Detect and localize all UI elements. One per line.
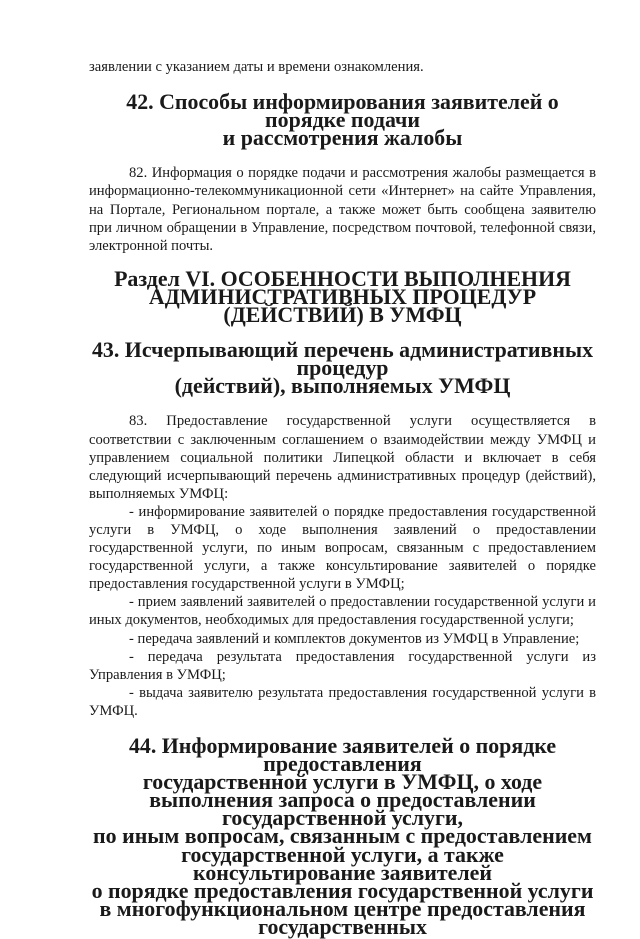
heading-line: (ДЕЙСТВИЙ) В УМФЦ — [223, 302, 462, 328]
section-44-heading — [89, 733, 596, 939]
paragraph-83: 83. Предоставление государственной услуги осуществляется в соответствии с заключенным соглашением о взаимодействии между УМФЦ и управлением социальной политики Липецкой области и включает в себя следующий исчерпывающий перечень административных процедур (действий), выполняемых УМФЦ: — [89, 413, 596, 502]
heading-line: (действий), выполняемых УМФЦ — [174, 373, 511, 399]
list-item: - выдача заявителю результата предоставления государственной услуги в УМФЦ. — [89, 684, 596, 719]
heading-line: в многофункциональном центре предоставления государственных — [99, 895, 586, 939]
section-42-heading — [89, 89, 596, 151]
heading-line: о порядке предоставления государственной услуги — [91, 877, 594, 903]
document-page — [89, 58, 596, 939]
heading-line: и рассмотрения жалобы — [222, 125, 463, 151]
section-43-heading — [89, 337, 596, 399]
heading-line: Раздел VI. ОСОБЕННОСТИ ВЫПОЛНЕНИЯ — [114, 265, 571, 291]
list-item: - передача результата предоставления государственной услуги из Управления в УМФЦ; — [89, 648, 596, 683]
heading-line: 42. Способы информирования заявителей о порядке подачи — [126, 89, 559, 133]
heading-line: выполнения запроса о предоставлении государственной услуги, — [149, 787, 536, 831]
list-item: - прием заявлений заявителей о предоставлении государственной услуги и иных документов, необходимых для предоставления государственной услуги; — [89, 594, 596, 629]
heading-line: по иным вопросам, связанным с предоставлением — [93, 823, 592, 849]
heading-line: государственной услуги, а также консультирование заявителей — [181, 841, 504, 885]
heading-line: 43. Исчерпывающий перечень административных процедур — [91, 337, 594, 381]
list-item: - передача заявлений и комплектов документов из УМФЦ в Управление; — [129, 630, 580, 647]
heading-line: АДМИНИСТРАТИВНЫХ ПРОЦЕДУР — [148, 283, 537, 309]
heading-line: государственной услуги в УМФЦ, о ходе — [142, 769, 543, 795]
paragraph-82: 82. Информация о порядке подачи и рассмотрения жалобы размещается в информационно-телекоммуникационной сети «Интернет» на сайте Управления, на Портале, Региональном портале, а также может быть сообщена заявителю при личном обращении в Управление, посредством почтовой, телефонной связи, электронной почты. — [89, 165, 596, 254]
section-vi-heading — [89, 265, 596, 328]
heading-line: 44. Информирование заявителей о порядке предоставления — [128, 733, 557, 777]
lead-line: заявлении с указанием даты и времени ознакомления. — [89, 59, 424, 75]
list-item: - информирование заявителей о порядке предоставления государственной услуги в УМФЦ, о ходе выполнения заявлений о предоставлении государственной услуги, по иным вопросам, связанным с предоставлением государственной услуги, а также консультирование заявителей о порядке предоставления государственной услуги в УМФЦ; — [89, 503, 596, 593]
